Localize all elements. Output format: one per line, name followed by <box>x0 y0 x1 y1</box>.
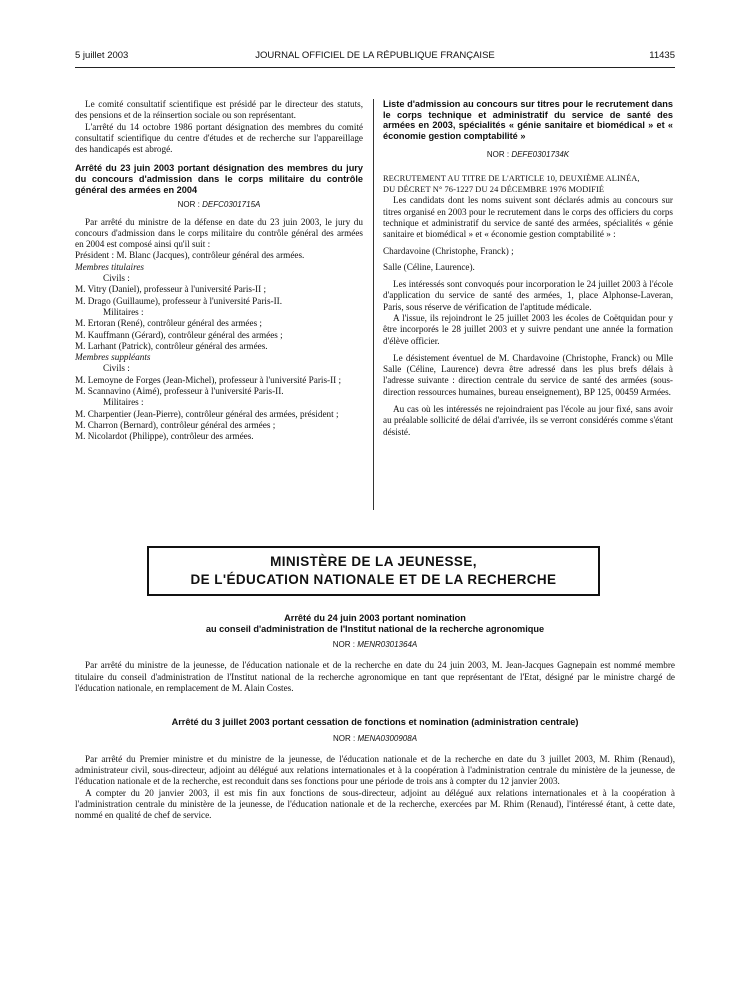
decree-title: Liste d'admission au concours sur titres pour le recrutement dans le corps technique et administratif du service de santé des armées en 2003, spécialités « génie sanitaire et biomédical » et « économie gestion comptabilité » <box>383 99 673 141</box>
member-line: M. Charron (Bernard), contrôleur général des armées ; <box>75 419 276 430</box>
ministry-heading-line: MINISTÈRE DE LA JEUNESSE, <box>270 554 477 569</box>
nor-label: NOR : <box>486 150 510 160</box>
member-line: M. Scannavino (Aimé), professeur à l'université Paris-II. <box>75 386 284 397</box>
page-header <box>75 50 675 66</box>
member-line: M. Ertoran (René), contrôleur général des armées ; <box>75 318 262 329</box>
nor-label: NOR : <box>177 200 200 210</box>
paragraph: Les candidats dont les noms suivent sont déclarés admis au concours sur titres organisé en 2003 pour le recrutement dans le corps des officiers du corps technique et administratif du service de santé des armées, spécialités « génie sanitaire et biomédical » et « économie gestion comptabilité » : <box>383 195 673 240</box>
ministry-heading-box <box>147 546 600 596</box>
group-label: Civils : <box>103 363 130 374</box>
member-line: M. Larhant (Patrick), contrôleur général des armées. <box>75 340 268 351</box>
group-label: Civils : <box>103 273 130 284</box>
group-label: Militaires : <box>103 397 144 408</box>
nor-label: NOR : <box>332 733 356 743</box>
paragraph: Par arrêté du ministre de la jeunesse, de l'éducation nationale et de la recherche en date du 24 juin 2003, M. Jean-Jacques Gagnepain est nommé membre titulaire du conseil d'administration de l'Institut national de la recherche agronomique en tant que représentant de l'Etat, désigné par le ministre chargé de l'éducation nationale, en remplacement de M. Alain Costes. <box>75 660 675 694</box>
nor-reference <box>383 149 673 160</box>
ministry-heading-line: DE L'ÉDUCATION NATIONALE ET DE LA RECHERCHE <box>190 572 557 587</box>
section-heading: Membres suppléants <box>75 352 151 363</box>
nor-code: DEFC0301715A <box>202 200 261 210</box>
decree-title: Arrêté du 24 juin 2003 portant nomination <box>284 613 466 623</box>
member-line: M. Drago (Guillaume), professeur à l'université Paris-II. <box>75 295 283 306</box>
nor-reference <box>75 733 675 744</box>
decree-section <box>75 717 675 822</box>
header-date: 5 juillet 2003 <box>75 50 129 61</box>
paragraph: Par arrêté du Premier ministre et du ministre de la jeunesse, de l'éducation nationale et de la recherche en date du 3 juillet 2003, M. Rhim (Renaud), administrateur civil, sous-directeur, adjoint au délégué aux relations internationales et à la coopération à l'administration centrale du ministère de la jeunesse, de l'éducation nationale et de la recherche, est reconduit dans ses fonctions pour une période de trois ans à compter du 12 janvier 2003. <box>75 753 675 787</box>
header-divider <box>75 67 675 68</box>
nor-code: MENR0301364A <box>357 640 418 650</box>
candidate-name: Salle (Céline, Laurence). <box>383 261 475 272</box>
section-caption: DU DÉCRET N° 76-1227 DU 24 DÉCEMBRE 1976 MODIFIÉ <box>383 184 605 194</box>
paragraph: L'arrêté du 14 octobre 1986 portant désignation des membres du comité consultatif scientifique du centre d'études et de recherche sur l'appareillage des handicapés est abrogé. <box>75 121 363 155</box>
paragraph: Le comité consultatif scientifique est présidé par le directeur des statuts, des pensions et de la réinsertion sociale ou son représentant. <box>75 99 363 121</box>
left-column <box>75 99 363 443</box>
paragraph: A l'issue, ils rejoindront le 25 juillet 2003 les écoles de Coëtquidan pour y être incorporés le 28 juillet 2003 et y suivre pendant une année la formation d'élève officier. <box>383 312 673 346</box>
member-line: M. Vitry (Daniel), professeur à l'université Paris-II ; <box>75 284 267 295</box>
nor-code: DEFE0301734K <box>511 150 570 160</box>
nor-code: MENA0300908A <box>357 733 418 743</box>
member-line: M. Nicolardot (Philippe), contrôleur des armées. <box>75 431 254 442</box>
member-line: M. Lemoyne de Forges (Jean-Michel), professeur à l'université Paris-II ; <box>75 374 342 385</box>
paragraph: Les intéressés sont convoqués pour incorporation le 24 juillet 2003 à l'école d'application du service de santé des armées, 1, place Alphonse-Laveran, Paris, sous réserve de vérification de l'aptitude médicale. <box>383 279 673 312</box>
decree-section <box>75 613 675 694</box>
paragraph: A compter du 20 janvier 2003, il est mis fin aux fonctions de sous-directeur, adjoint au délégué aux relations internationales et à la coopération à l'administration centrale du ministère de la jeunesse, de l'éducation nationale et de la recherche, exercées par M. Rhim (Renaud), l'intéressé étant, à cette date, nommé en qualité de chef de service. <box>75 787 675 821</box>
column-divider <box>373 99 374 510</box>
candidate-name: Chardavoine (Christophe, Franck) ; <box>383 246 514 257</box>
decree-title: Arrêté du 23 juin 2003 portant désignation des membres du jury du concours d'admission dans le corps militaire du contrôle général des armées en 2004 <box>75 163 363 195</box>
paragraph: Au cas où les intéressés ne rejoindraient pas l'école au jour fixé, sans avoir au préalable sollicité de délai d'arrivée, ils se verront considérés comme s'étant désisté. <box>383 404 673 437</box>
nor-label: NOR : <box>332 640 355 650</box>
decree-title: Arrêté du 3 juillet 2003 portant cessation de fonctions et nomination (administration centrale) <box>171 717 579 727</box>
group-label: Militaires : <box>103 306 144 317</box>
section-heading: Membres titulaires <box>75 261 144 272</box>
nor-reference <box>75 199 363 210</box>
paragraph: Par arrêté du ministre de la défense en date du 23 juin 2003, le jury du concours d'admission dans le corps militaire du contrôle général des armées en 2004 est composé ainsi qu'il suit : <box>75 216 363 250</box>
nor-reference <box>75 639 675 650</box>
section-caption: RECRUTEMENT AU TITRE DE L'ARTICLE 10, DEUXIÈME ALINÉA, <box>383 173 640 183</box>
president-line: Président : M. Blanc (Jacques), contrôleur général des armées. <box>75 250 305 261</box>
paragraph: Le désistement éventuel de M. Chardavoine (Christophe, Franck) ou Mlle Salle (Céline, Laurence) devra être adressé dans les plus brefs délais à l'adresse suivante : direction centrale du service de santé des armées (sous-direction ressources humaines, bureau enseignement), BP 125, 00459 Armées. <box>383 352 673 397</box>
member-line: M. Kauffmann (Gérard), contrôleur général des armées ; <box>75 329 283 340</box>
member-line: M. Charpentier (Jean-Pierre), contrôleur général des armées, président ; <box>75 408 339 419</box>
journal-title: JOURNAL OFFICIEL DE LA RÉPUBLIQUE FRANÇAISE <box>255 50 495 61</box>
right-column <box>383 99 673 438</box>
page-number: 11435 <box>649 50 675 61</box>
decree-title: au conseil d'administration de l'Institut national de la recherche agronomique <box>205 623 545 634</box>
